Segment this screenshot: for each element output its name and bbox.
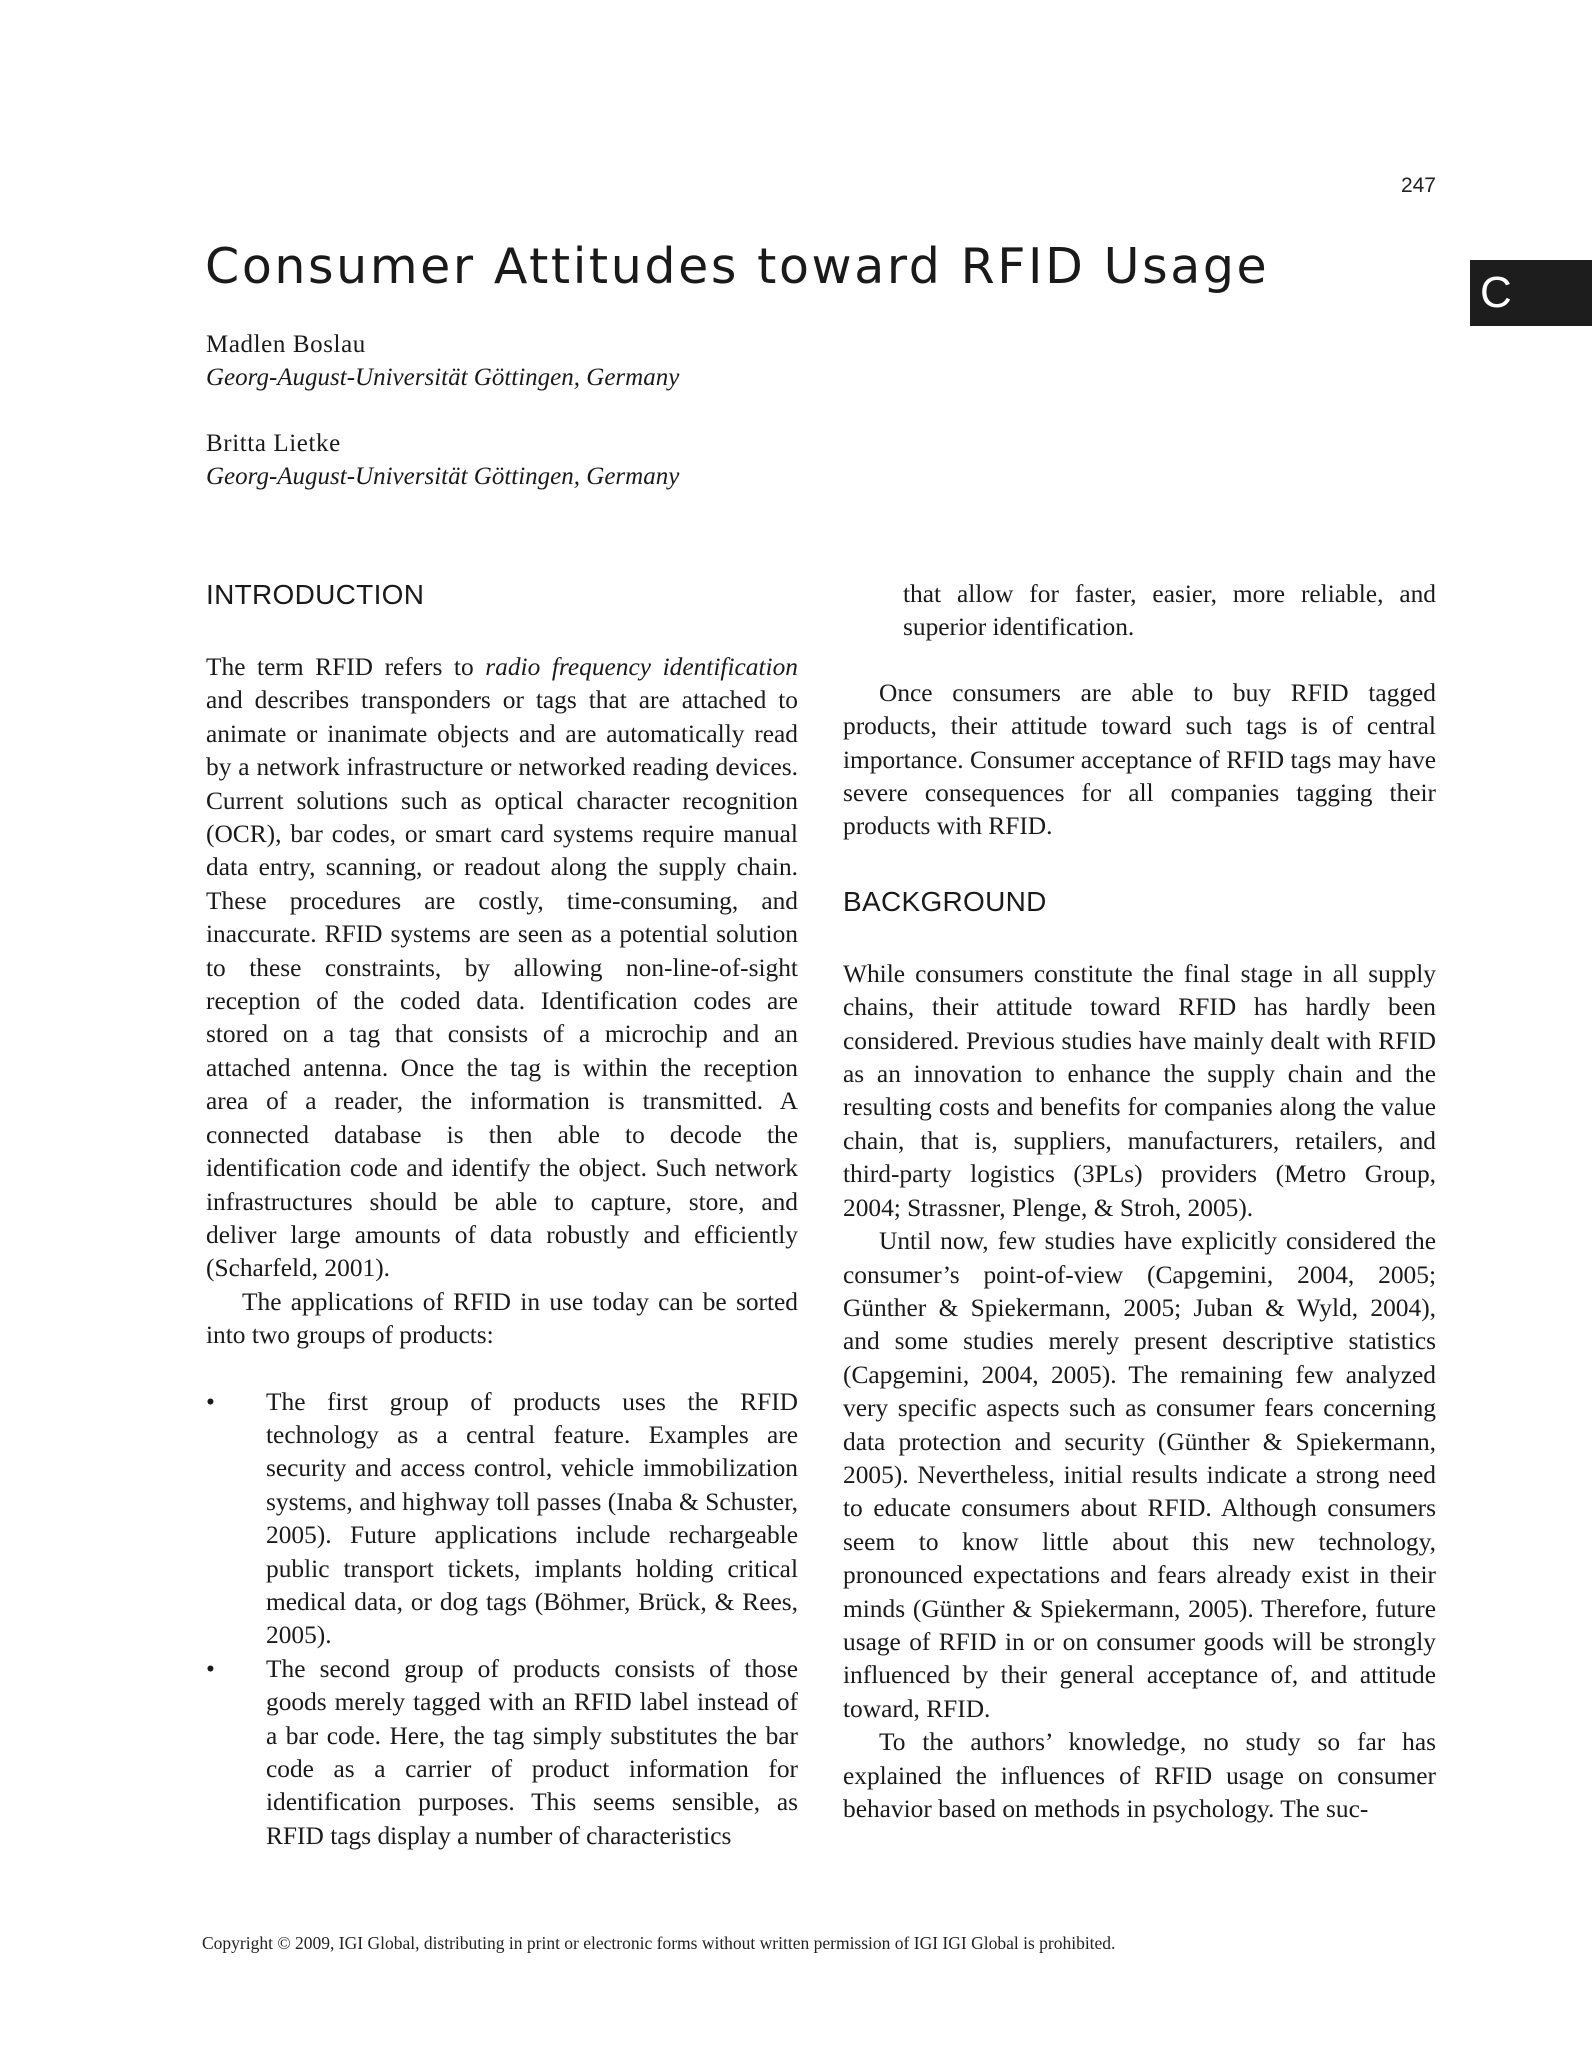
list-item — [206, 1386, 798, 1653]
bullet-icon: • — [206, 1387, 215, 1416]
paragraph-text: and describes transponders or tags that are attached to animate or inanimate objects and are automatically read by a network infrastructure or networked reading devices. Current solutions such as optical character recognition (OCR), bar codes, or smart card systems require manual data entry, scanning, or readout along the supply chain. These procedures are costly, time-consuming, and inaccurate. RFID systems are seen as a potential solution to these constraints, by allowing non-line-of-sight reception of the coded data. Identification codes are stored on a tag that consists of a microchip and an attached antenna. Once the tag is within the reception area of a reader, the information is transmitted. A connected database is then able to decode the identification code and identify the object. Such network infrastructures should be able to capture, store, and deliver large amounts of data robustly and efficiently (Scharfeld, 2001). — [206, 686, 798, 1283]
bullet-icon: • — [206, 1654, 215, 1683]
section-tab: C — [1470, 260, 1592, 326]
introduction-paragraph-3: Once consumers are able to buy RFID tagged products, their attitude toward such tags is of central importance. Consumer acceptance of RFID tags may have severe consequences for all companies tagging their products with RFID. — [843, 678, 1436, 841]
left-column — [206, 578, 798, 1853]
copyright-notice: Copyright © 2009, IGI Global, distributing in print or electronic forms without written permission of IGI IGI Global is prohibited. — [202, 1933, 1116, 1953]
author-name: Britta Lietke — [206, 430, 341, 457]
author-1 — [206, 328, 679, 394]
background-paragraph-1: While consumers constitute the final stage in all supply chains, their attitude toward RFID has hardly been considered. Previous studies have mainly dealt with RFID as an innovation to enhance the supply chain and the resulting costs and benefits for companies along the value chain, that is, suppliers, manufacturers, retailers, and third-party logistics (3PLs) providers (Metro Group, 2004; Strassner, Plenge, & Stroh, 2005). — [843, 959, 1436, 1222]
list-item-text: The first group of products uses the RFID technology as a central feature. Examples are security and access control, vehicle immobilization systems, and highway toll passes (Inaba & Schuster, 2005). Future applications include rechargeable public transport tickets, implants holding critical medical data, or dog tags (Böhmer, Brück, & Rees, 2005). — [266, 1387, 798, 1650]
paragraph-text: The term RFID refers to — [206, 653, 486, 681]
list-item — [206, 1653, 798, 1853]
introduction-heading: INTRODUCTION — [206, 579, 425, 610]
background-paragraph-2: Until now, few studies have explicitly considered the consumer’s point-of-view (Capgemini, 2004, 2005; Günther & Spiekermann, 2005; Juban & Wyld, 2004), and some studies merely present descriptive statistics (Capgemini, 2004, 2005). The remaining few analyzed very specific aspects such as consumer fears concerning data protection and security (Günther & Spiekermann, 2005). Nevertheless, initial results indicate a strong need to educate consumers about RFID. Although consumers seem to know little about this new technology, pronounced expectations and fears already exist in their minds (Günther & Spiekermann, 2005). Therefore, future usage of RFID in or on consumer goods will be strongly influenced by their general acceptance of, and attitude toward, RFID. — [843, 1227, 1436, 1723]
author-block — [206, 328, 679, 526]
author-2 — [206, 427, 679, 493]
introduction-paragraph-2: The applications of RFID in use today can be sorted into two groups of products: — [206, 1287, 798, 1350]
author-affiliation: Georg-August-Universität Göttingen, Germany — [206, 364, 680, 391]
author-name: Madlen Boslau — [206, 331, 366, 358]
right-column — [843, 578, 1436, 1826]
article-title: Consumer Attitudes toward RFID Usage — [205, 238, 1270, 295]
list-item-text: The second group of products consists of those goods merely tagged with an RFID label instead of a bar code. Here, the tag simply substitutes the bar code as a carrier of product information for identification purposes. This seems sensible, as RFID tags display a number of characteristics — [266, 1654, 798, 1850]
author-affiliation: Georg-August-Universität Göttingen, Germany — [206, 463, 680, 490]
page-number: 247 — [1400, 174, 1436, 197]
product-groups-list — [206, 1386, 798, 1854]
emphasized-term: radio frequency identification — [485, 653, 798, 681]
background-heading: BACKGROUND — [843, 885, 1047, 917]
list-item-continuation: that allow for faster, easier, more reliable, and superior identification. — [903, 580, 1436, 642]
background-paragraph-3: To the authors’ knowledge, no study so far has explained the influences of RFID usage on consumer behavior based on methods in psychology. The suc- — [843, 1728, 1436, 1823]
introduction-paragraph-1 — [206, 651, 798, 1286]
